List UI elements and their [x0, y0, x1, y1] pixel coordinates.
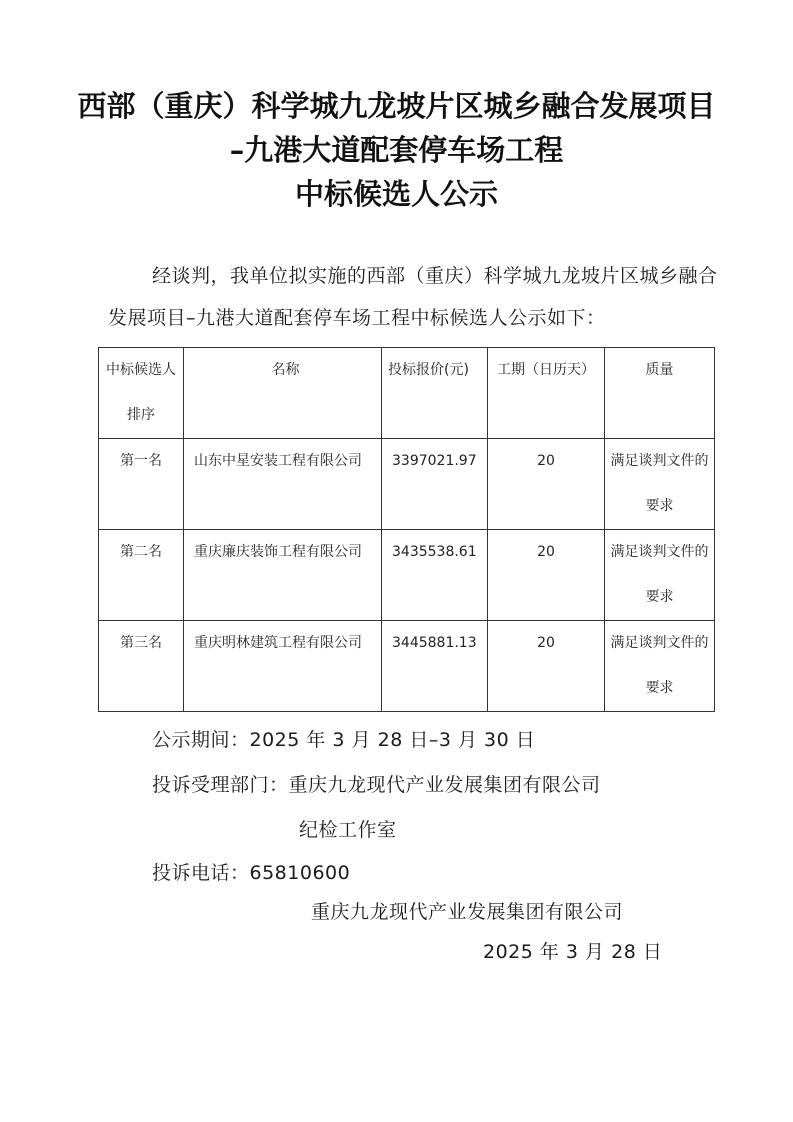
- complaint-department-line2: 纪检工作室: [299, 819, 397, 841]
- publicity-period: 公示期间：2025 年 3 月 28 日–3 月 30 日: [152, 729, 536, 751]
- header-period: 工期（日历天）: [488, 348, 605, 439]
- table-row: [99, 530, 715, 621]
- header-quality: 质量: [605, 348, 715, 439]
- row-quality: 满足谈判文件的要求: [605, 621, 715, 712]
- row-quality: 满足谈判文件的要求: [605, 530, 715, 621]
- table-row: [99, 621, 715, 712]
- table-header-row: [99, 348, 715, 439]
- complaint-phone: 投诉电话：65810600: [152, 862, 351, 884]
- row-rank: 第一名: [99, 439, 184, 530]
- row-rank: 第三名: [99, 621, 184, 712]
- row-period: 20: [488, 530, 605, 621]
- row-period: 20: [488, 439, 605, 530]
- row-quality: 满足谈判文件的要求: [605, 439, 715, 530]
- header-rank: 中标候选人排序: [99, 348, 184, 439]
- header-name: 名称: [184, 348, 382, 439]
- row-name: 山东中星安装工程有限公司: [184, 439, 382, 530]
- row-name: 重庆廉庆装饰工程有限公司: [184, 530, 382, 621]
- title-line-3: 中标候选人公示: [294, 177, 498, 211]
- title-line-2: –九港大道配套停车场工程: [229, 133, 564, 167]
- row-period: 20: [488, 621, 605, 712]
- table-row: [99, 439, 715, 530]
- row-price: 3435538.61: [382, 530, 488, 621]
- row-price: 3445881.13: [382, 621, 488, 712]
- title-line-1: 西部（重庆）科学城九龙坡片区城乡融合发展项目: [77, 89, 716, 123]
- intro-paragraph: 经谈判，我单位拟实施的西部（重庆）科学城九龙坡片区城乡融合发展项目–九港大道配套停车场工程中标候选人公示如下：: [108, 265, 718, 329]
- complaint-department: 投诉受理部门：重庆九龙现代产业发展集团有限公司: [152, 774, 601, 796]
- row-name: 重庆明林建筑工程有限公司: [184, 621, 382, 712]
- issue-date: 2025 年 3 月 28 日: [483, 941, 663, 963]
- row-price: 3397021.97: [382, 439, 488, 530]
- document-title: [60, 84, 733, 216]
- candidate-table: [98, 347, 715, 712]
- header-price: 投标报价(元): [382, 348, 488, 439]
- row-rank: 第二名: [99, 530, 184, 621]
- issuer-name: 重庆九龙现代产业发展集团有限公司: [311, 901, 624, 923]
